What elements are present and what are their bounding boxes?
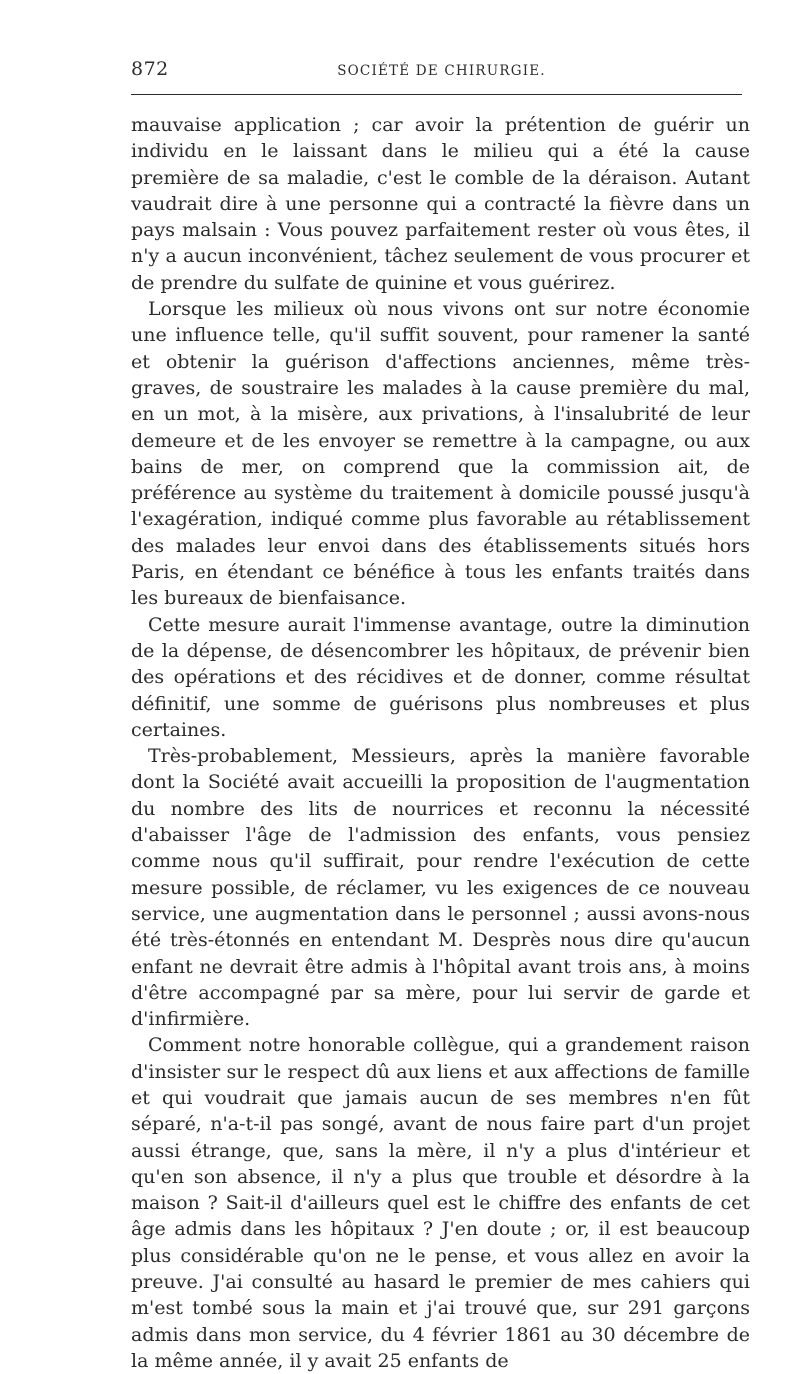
- page-header: [131, 58, 742, 90]
- paragraph-continued: mauvaise application ; car avoir la prétention de guérir un individu en le laissant dans le milieu qui a été la cause première de sa maladie, c'est le comble de la déraison. Autant vaudrait dire à une personne qui a contracté la fièvre dans un pays malsain : Vous pouvez parfaitement rester où vous êtes, il n'y a aucun inconvénient, tâchez seulement de vous procurer et de prendre du sulfate de quinine et vous guérirez.: [131, 114, 750, 294]
- running-title: SOCIÉTÉ DE CHIRURGIE.: [337, 63, 546, 79]
- paragraph: Lorsque les milieux où nous vivons ont sur notre économie une influence telle, qu'il suffit souvent, pour ramener la santé et obtenir la guérison d'affections anciennes, même très-graves, de soustraire les malades à la cause première du mal, en un mot, à la misère, aux privations, à l'insalubrité de leur demeure et de les envoyer se remettre à la campagne, ou aux bains de mer, on comprend que la commission ait, de préférence au système du traitement à domicile poussé jusqu'à l'exagération, indiqué comme plus favorable au rétablissement des malades leur envoi dans des établissements situés hors Paris, en étendant ce bénéfice à tous les enfants traités dans les bureaux de bienfaisance.: [131, 298, 750, 610]
- body-text: [131, 112, 750, 1374]
- page-number: 872: [131, 58, 169, 80]
- header-rule: [131, 94, 742, 95]
- paragraph: Très-probablement, Messieurs, après la manière favorable dont la Société avait accueilli la proposition de l'augmentation du nombre des lits de nourrices et reconnu la nécessité d'abaisser l'âge de l'admission des enfants, vous pensiez comme nous qu'il suffirait, pour rendre l'exécution de cette mesure possible, de réclamer, vu les exigences de ce nouveau service, une augmentation dans le personnel ; aussi avons-nous été très-étonnés en entendant M. Desprès nous dire qu'aucun enfant ne devrait être admis à l'hôpital avant trois ans, à moins d'être accompagné par sa mère, pour lui servir de garde et d'infirmière.: [131, 745, 750, 1031]
- paragraph: Comment notre honorable collègue, qui a grandement raison d'insister sur le respect dû aux liens et aux affections de famille et qui voudrait que jamais aucun de ses membres n'en fût séparé, n'a-t-il pas songé, avant de nous faire part d'un projet aussi étrange, que, sans la mère, il n'y a plus d'intérieur et qu'en son absence, il n'y a plus que trouble et désordre à la maison ? Sait-il d'ailleurs quel est le chiffre des enfants de cet âge admis dans les hôpitaux ? J'en doute ; or, il est beaucoup plus considérable qu'on ne le pense, et vous allez en avoir la preuve. J'ai consulté au hasard le premier de mes cahiers qui m'est tombé sous la main et j'ai trouvé que, sur 291 garçons admis dans mon service, du 4 février 1861 au 30 décembre de la même année, il y avait 25 enfants de: [131, 1034, 750, 1372]
- paragraph: Cette mesure aurait l'immense avantage, outre la diminution de la dépense, de désencombrer les hôpitaux, de prévenir bien des opérations et des récidives et de donner, comme résultat définitif, une somme de guérisons plus nombreuses et plus certaines.: [131, 613, 750, 741]
